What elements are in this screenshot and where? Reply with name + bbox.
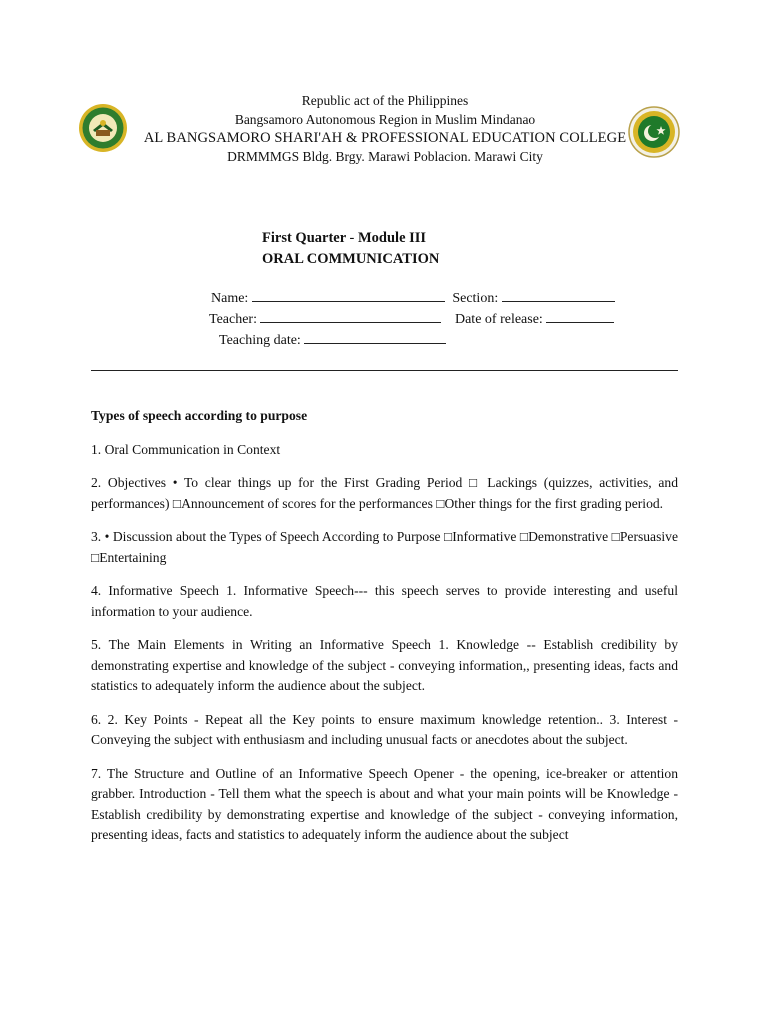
paragraph: 1. Oral Communication in Context [91,441,281,457]
paragraph: 6. 2. Key Points - Repeat all the Key points to ensure maximum knowledge retention.. 3. Interest - Conveying the subject with enthusiasm and including unusual facts or anecdotes about the subject. [91,711,678,747]
name-blank[interactable] [252,289,445,302]
college-seal-icon [78,103,128,153]
section-label: Section: [452,291,499,306]
paragraph: 2. Objectives • To clear things up for the First Grading Period □ Lackings (quizzes, activities, and performances) □Announcement of scores for the performances □Other things for the first grading period. [91,475,678,511]
title-dash: - [349,230,355,246]
paragraph: 4. Informative Speech 1. Informative Speech--- this speech serves to provide interesting and useful information to your audience. [91,583,678,619]
name-row [211,289,615,307]
paragraph: 7. The Structure and Outline of an Informative Speech Opener - the opening, ice-breaker or attention grabber. Introduction - Tell them what the speech is about and what your main points will be Knowledge - Establish credibility by demonstrating expertise and knowledge of the subject - conveying information, presenting ideas, facts and statistics to adequately inform the audience about the subject [91,765,678,842]
teacher-blank[interactable] [260,310,441,323]
teacher-row [209,310,614,328]
teaching-date-blank[interactable] [304,331,446,344]
teaching-date-label: Teaching date: [219,333,301,348]
header-line-republic: Republic act of the Philippines [301,93,469,108]
release-label: Date of release: [454,312,543,327]
header-line-college: AL BANGSAMORO SHARI'AH & PROFESSIONAL EDUCATION COLLEGE [143,130,627,146]
teacher-label: Teacher: [209,312,257,327]
letterhead [140,92,630,166]
name-label: Name: [211,291,249,306]
paragraph: 5. The Main Elements in Writing an Informative Speech 1. Knowledge -- Establish credibility by demonstrating expertise and knowledge of the subject - conveying information,, presenting ideas, facts and statistics to adequately inform the audience about the subject. [91,637,678,693]
module-title [262,228,439,270]
module-content [91,406,678,859]
paragraph: 3. • Discussion about the Types of Speech According to Purpose □Informative □Demonstrative □Persuasive □Entertaining [91,529,678,565]
release-blank[interactable] [546,310,614,323]
teaching-date-row [219,331,446,349]
header-line-region: Bangsamoro Autonomous Region in Muslim Mindanao [234,111,536,127]
header-line-address: DRMMMGS Bldg. Brgy. Marawi Poblacion. Marawi City [227,148,543,164]
quarter-label: First Quarter [262,230,346,246]
module-label: Module III [357,230,427,246]
horizontal-divider [91,370,678,371]
section-heading: Types of speech according to purpose [91,408,308,423]
subject-title: ORAL COMMUNICATION [262,251,440,267]
section-blank[interactable] [502,289,615,302]
crescent-star-seal-icon [628,106,680,158]
